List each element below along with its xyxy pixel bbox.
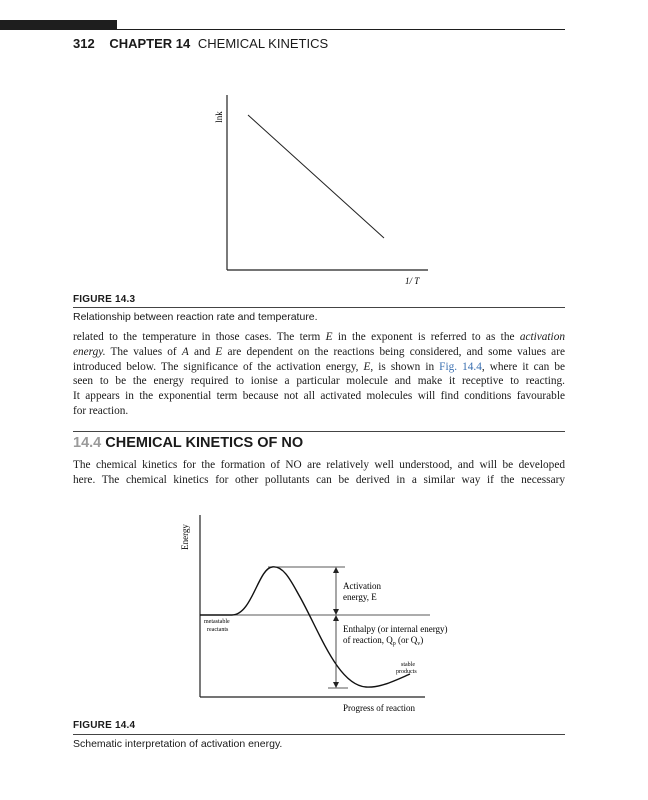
section-number: 14.4 [73, 435, 102, 451]
x-axis-label: 1/ T [405, 276, 420, 286]
lnk-vs-invT-line [248, 115, 384, 238]
text-line: seen to be the energy required to ionise a particular molecule and make it receptive to reacting. [73, 375, 565, 388]
arrowhead [333, 567, 339, 573]
arrowhead [333, 615, 339, 621]
reactants-label: metastable [204, 619, 230, 625]
figure-14-4-label: FIGURE 14.4 [73, 720, 136, 731]
text-line: The chemical kinetics for the formation of NO are relatively well understood, and will be developed [73, 459, 565, 471]
y-axis-label: Energy [180, 524, 190, 550]
text-line: related to the temperature in those cases. The term E in the exponent is referred to as the activation [73, 331, 565, 343]
header-rule [117, 29, 565, 30]
x-axis-label: Progress of reaction [343, 703, 415, 713]
activation-label: Activation [343, 581, 381, 591]
activation-label: energy, E [343, 592, 377, 602]
figure-14-4-plot [170, 515, 470, 720]
products-label: stable [401, 662, 415, 668]
body-paragraph-1 [73, 330, 565, 419]
text-line: energy. The values of A and E are dependent on the reactions being considered, and some values are [73, 345, 565, 358]
chapter-number: CHAPTER 14 [109, 36, 191, 51]
text-line: for reaction. [73, 404, 129, 417]
figure-14-3-plot [200, 95, 440, 290]
running-header [73, 36, 328, 51]
chapter-title: CHEMICAL KINETICS [197, 36, 329, 51]
y-axis-label: lnk [214, 111, 224, 123]
products-label: products [396, 669, 417, 675]
header-black-bar [0, 20, 117, 30]
enthalpy-label: Enthalpy (or internal energy) [343, 624, 448, 634]
reactants-label: reactants [207, 627, 229, 633]
page-number: 312 [73, 36, 95, 51]
figure-14-3-caption: Relationship between reaction rate and temperature. [73, 311, 318, 323]
figure-14-4-caption: Schematic interpretation of activation energy. [73, 738, 283, 750]
enthalpy-label: of reaction, $Q_p$ (or $Q_v$) [343, 635, 424, 647]
text-line: introduced below. The significance of the activation energy, E, is shown in Fig. 14.4, where it can be [73, 360, 565, 373]
figure-14-4-rule [73, 734, 565, 735]
section-rule [73, 431, 565, 432]
arrowhead [333, 609, 339, 615]
section-title: CHEMICAL KINETICS OF NO [105, 435, 304, 451]
figure-14-4-link[interactable]: Fig. 14.4 [439, 360, 482, 373]
figure-14-3-rule [73, 307, 565, 308]
figure-14-3-label: FIGURE 14.3 [73, 294, 136, 305]
text-line: It appears in the exponential term because not all activated molecules will find conditions favourable [73, 390, 565, 403]
body-paragraph-2 [73, 458, 565, 488]
section-heading [73, 435, 303, 451]
arrowhead [333, 682, 339, 688]
text-line: here. The chemical kinetics for other pollutants can be derived in a similar way if the necessary [73, 473, 565, 486]
